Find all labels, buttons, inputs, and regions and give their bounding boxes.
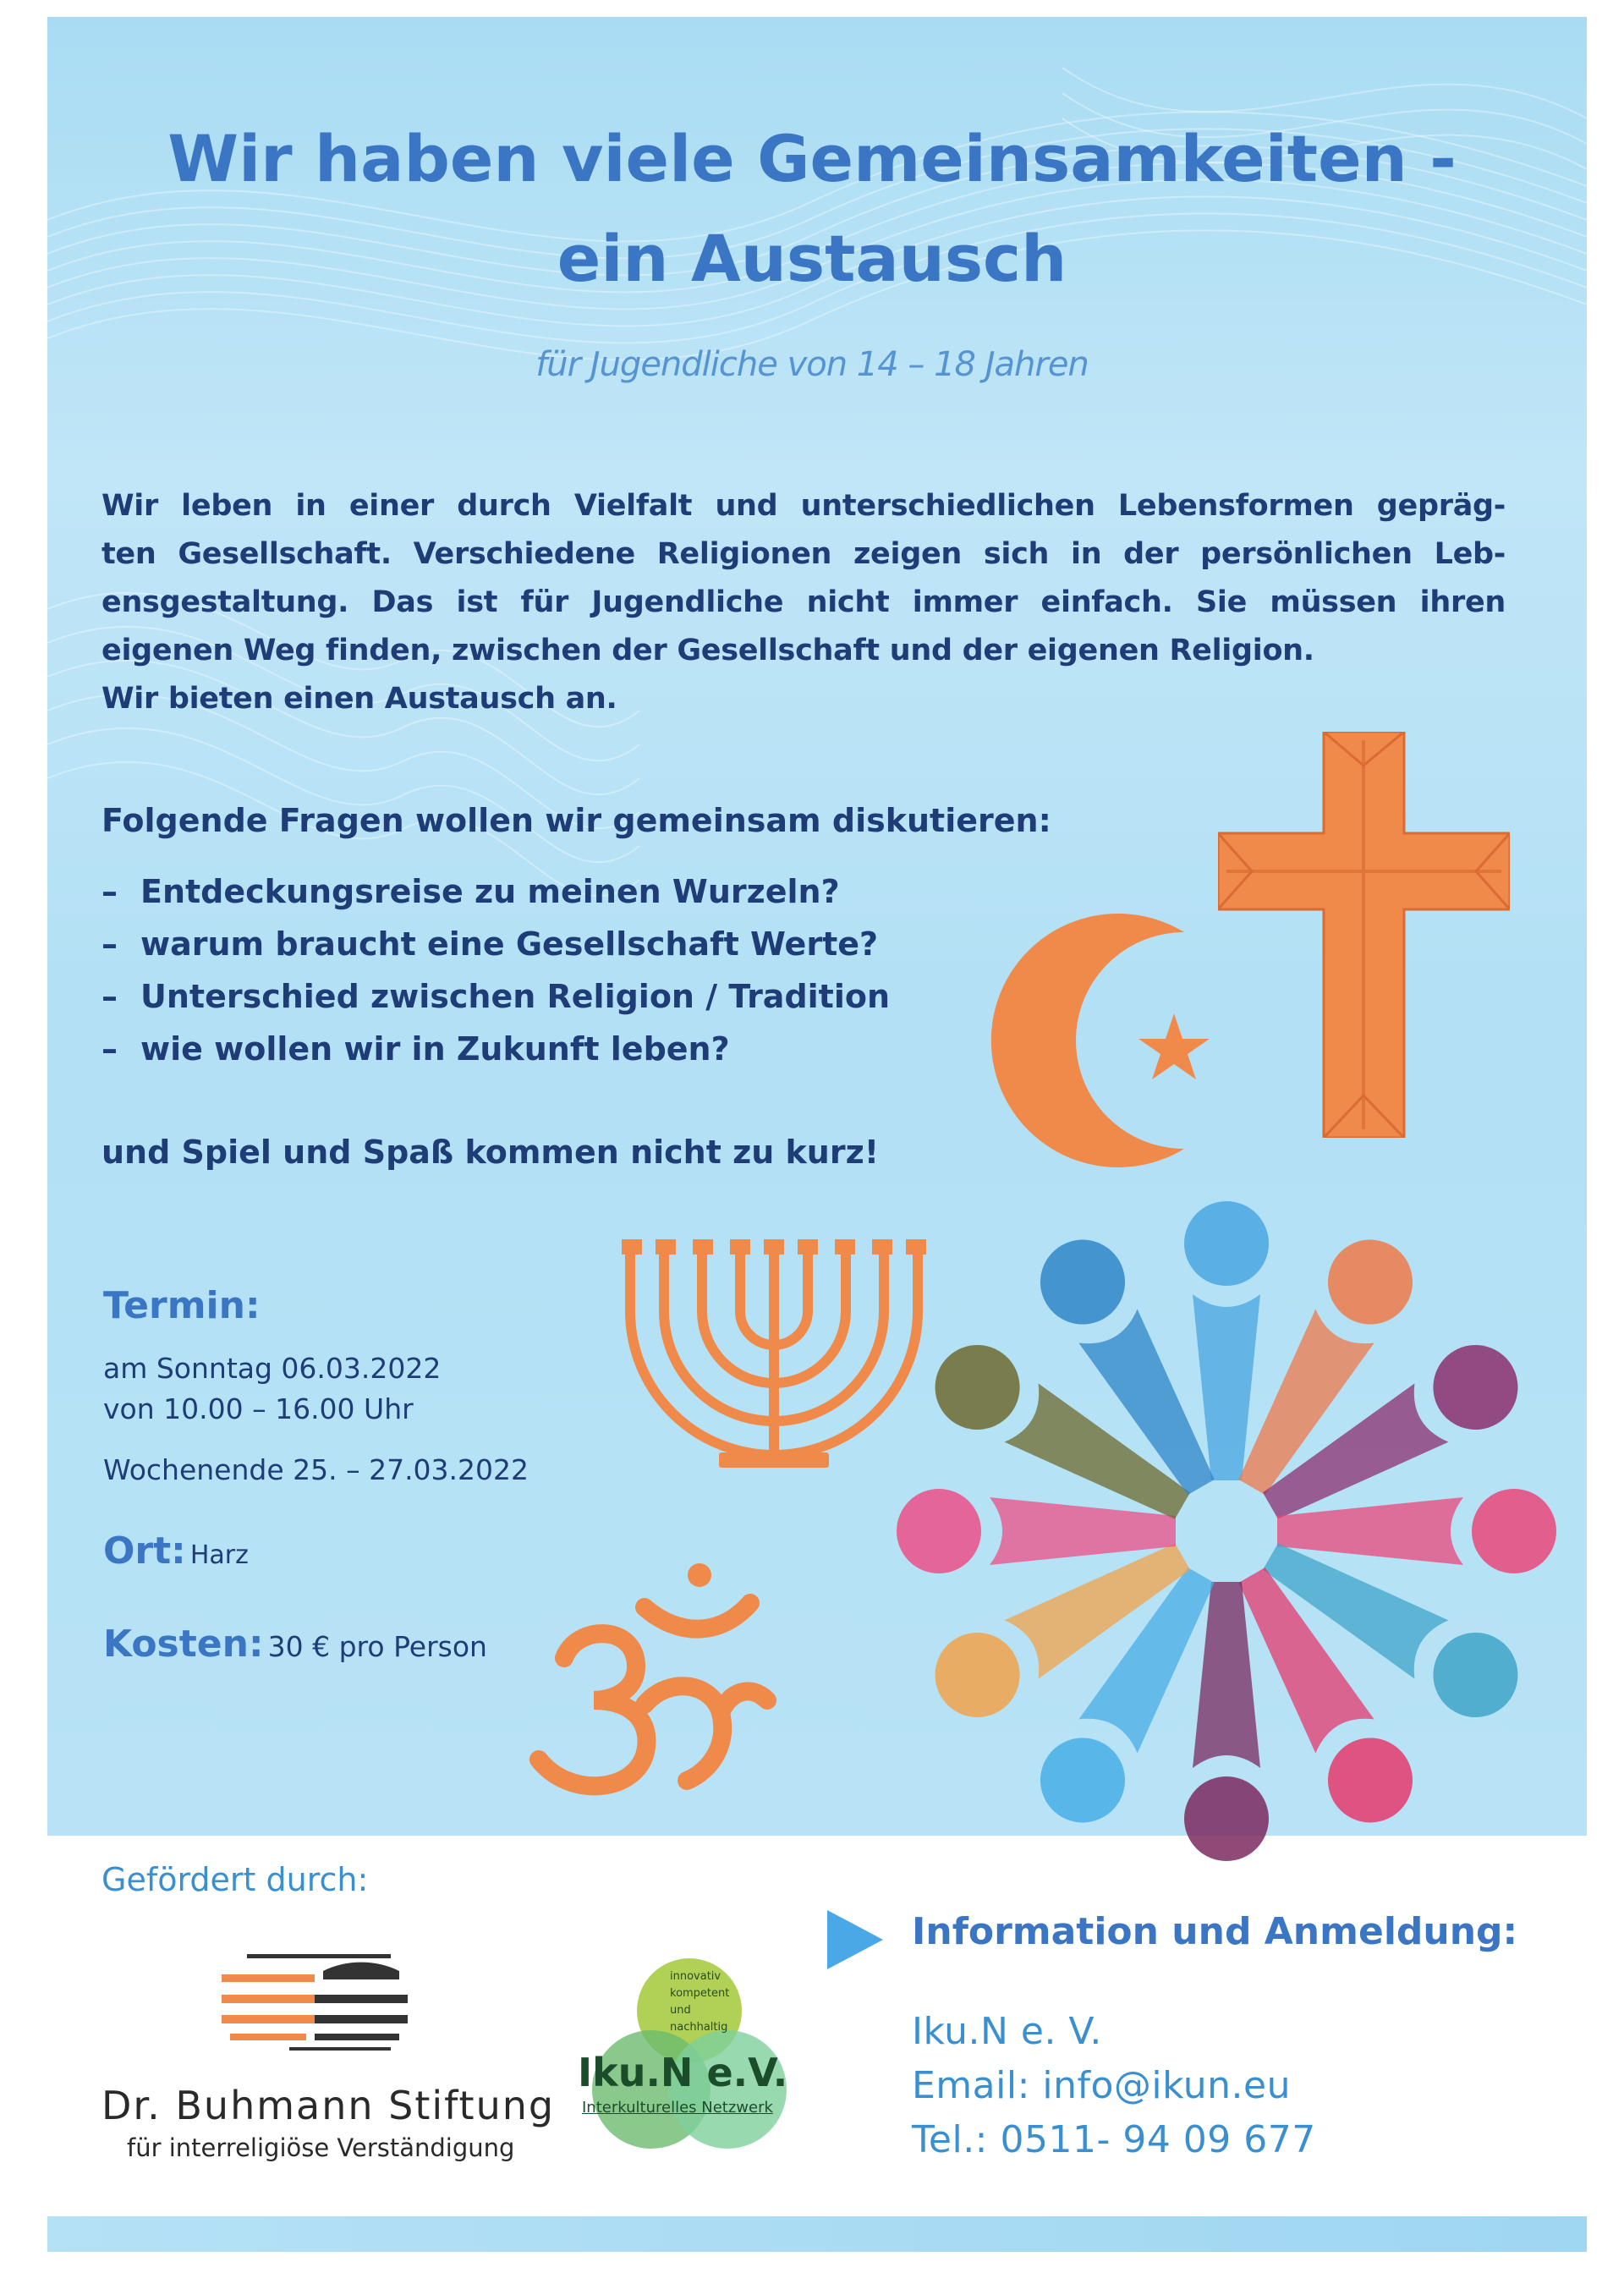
intro-line-1: Wir leben in einer durch Vielfalt und unterschiedlichen Lebensformen gepräg-	[102, 489, 1506, 523]
ikun-tag: kompetent	[670, 1987, 730, 2000]
question-bullet: –	[102, 925, 118, 963]
title-line-2: ein Austausch	[557, 221, 1067, 296]
kosten-row	[103, 1622, 487, 1666]
question-item	[102, 978, 890, 1015]
ort-value: Harz	[189, 1540, 249, 1570]
question-bullet: –	[102, 978, 118, 1015]
question-text: Unterschied zwischen Religion / Tradition	[140, 978, 891, 1015]
termin-label: Termin:	[103, 1284, 261, 1327]
play-arrow-icon	[827, 1910, 883, 1969]
question-item	[102, 873, 840, 910]
fun-line: und Spiel und Spaß kommen nicht zu kurz!	[102, 1134, 880, 1171]
bottom-bar	[47, 2216, 1587, 2252]
intro-line-5: Wir bieten einen Austausch an.	[102, 682, 617, 716]
ikun-tagline	[670, 1968, 729, 2036]
question-text: wie wollen wir in Zukunft leben?	[140, 1030, 730, 1068]
ikun-logo	[575, 1950, 820, 2161]
ikun-sub: Interkulturelles Netzwerk	[582, 2099, 773, 2117]
termin-date: am Sonntag 06.03.2022	[103, 1352, 442, 1385]
contact-phone: Tel.: 0511- 94 09 677	[912, 2118, 1316, 2161]
intro-line-2: ten Gesellschaft. Verschiedene Religionen zeigen sich in der persönlichen Leb-	[102, 537, 1506, 571]
question-bullet: –	[102, 1030, 118, 1068]
om-icon	[518, 1557, 788, 1810]
question-text: Entdeckungsreise zu meinen Wurzeln?	[140, 873, 840, 910]
question-item	[102, 925, 878, 963]
subtitle: für Jugendliche von 14 – 18 Jahren	[535, 345, 1089, 384]
contact-org: Iku.N e. V.	[912, 2010, 1102, 2053]
ort-label: Ort:	[103, 1529, 186, 1573]
sponsor-label: Gefördert durch:	[102, 1861, 369, 1898]
question-text: warum braucht eine Gesellschaft Werte?	[140, 925, 879, 963]
sponsor-name: Dr. Buhmann Stiftung	[102, 2083, 556, 2128]
ikun-tag: und	[670, 2004, 691, 2017]
question-item	[102, 1030, 730, 1068]
sponsor-subtitle: für interreligiöse Verständigung	[127, 2133, 515, 2162]
question-bullet: –	[102, 873, 118, 910]
intro-line-3: ensgestaltung. Das ist für Jugendliche nicht immer einfach. Sie müssen ihren	[102, 585, 1506, 619]
cross-icon	[1218, 732, 1510, 1138]
title-line-1: Wir haben viele Gemeinsamkeiten -	[167, 121, 1457, 196]
intro-line-4: eigenen Weg finden, zwischen der Gesellschaft und der eigenen Religion.	[102, 634, 1314, 667]
ort-row	[103, 1529, 249, 1573]
ikun-tag: nachhaltig	[670, 2021, 728, 2034]
questions-heading: Folgende Fragen wollen wir gemeinsam diskutieren:	[102, 802, 1051, 839]
contact-heading: Information und Anmeldung:	[912, 1910, 1518, 1953]
kosten-label: Kosten:	[103, 1622, 264, 1666]
people-circle-icon	[871, 1180, 1582, 1882]
contact-email: Email: info@ikun.eu	[912, 2064, 1291, 2107]
termin-time: von 10.00 – 16.00 Uhr	[103, 1392, 414, 1425]
termin-weekend: Wochenende 25. – 27.03.2022	[103, 1453, 529, 1486]
ikun-tag: innovativ	[670, 1970, 721, 1983]
ikun-name: Iku.N e.V.	[578, 2050, 788, 2095]
kosten-value: 30 € pro Person	[267, 1630, 487, 1663]
buhmann-logo	[222, 1946, 408, 2056]
